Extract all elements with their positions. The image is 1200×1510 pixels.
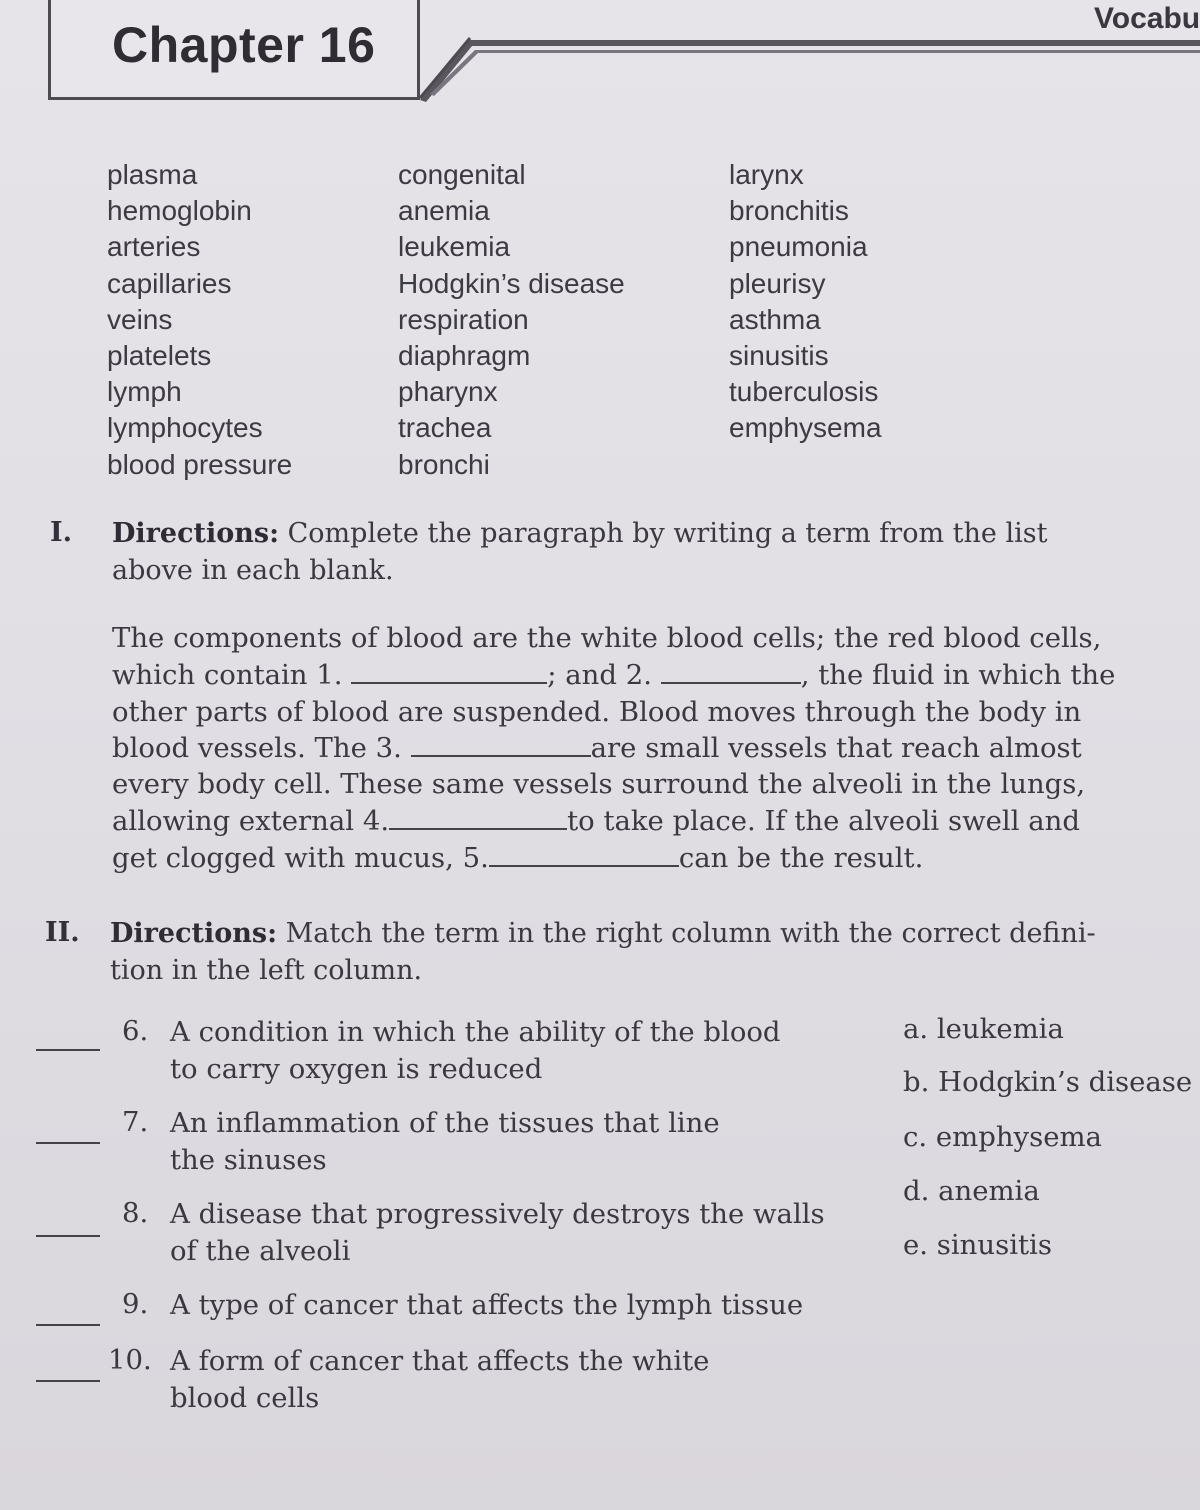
section-2-directions xyxy=(110,915,1096,989)
blank-3[interactable] xyxy=(411,733,591,757)
word-bank-term: pleurisy xyxy=(729,267,826,299)
answer-blank-10[interactable] xyxy=(36,1380,100,1382)
section-1-directions xyxy=(112,515,1047,589)
word-bank-term: hemoglobin xyxy=(107,195,252,227)
header-stripes xyxy=(0,0,1200,110)
choice-item: e. sinusitis xyxy=(903,1229,1052,1261)
word-bank-term: asthma xyxy=(729,303,821,335)
directions-text: above in each blank. xyxy=(112,555,394,586)
paragraph-line: every body cell. These same vessels surround the alveoli in the lungs, xyxy=(112,768,1086,800)
word-bank-term: bronchitis xyxy=(729,195,849,227)
answer-blank-9[interactable] xyxy=(36,1324,100,1326)
word-bank-term: respiration xyxy=(398,303,529,335)
blank-number: 3. xyxy=(375,732,402,764)
word-bank-column-2 xyxy=(398,157,625,483)
word-bank-term: pharynx xyxy=(398,376,498,408)
paragraph-line: which contain 1. ; and 2. , the fluid in which the xyxy=(112,659,1116,691)
section-2-numeral: II. xyxy=(45,917,80,948)
word-bank-column-3 xyxy=(729,157,882,447)
definition-item: A disease that progressively destroys the walls of the alveoli xyxy=(170,1198,825,1267)
answer-blank-7[interactable] xyxy=(36,1142,100,1144)
directions-text: Match the term in the right column with the correct defini- xyxy=(277,918,1096,949)
answer-blank-6[interactable] xyxy=(36,1049,100,1051)
item-number: 10. xyxy=(108,1344,152,1376)
word-bank-term: leukemia xyxy=(398,231,511,263)
chapter-title: Chapter 16 xyxy=(112,17,376,73)
choice-item: b. Hodgkin’s disease xyxy=(903,1066,1193,1098)
blank-2[interactable] xyxy=(661,660,801,684)
blank-1[interactable] xyxy=(351,660,547,684)
directions-label: Directions: xyxy=(112,518,280,549)
word-bank-term: sinusitis xyxy=(729,340,829,372)
word-bank-term: veins xyxy=(107,303,173,335)
section-1-numeral: I. xyxy=(50,517,73,548)
definition-item: A condition in which the ability of the blood to carry oxygen is reduced xyxy=(170,1016,781,1085)
choice-item: c. emphysema xyxy=(903,1121,1102,1153)
word-bank-term: lymph xyxy=(107,376,182,408)
word-bank-term: larynx xyxy=(729,159,804,190)
word-bank-column-1 xyxy=(107,157,292,483)
word-bank-term: arteries xyxy=(107,231,201,263)
directions-text: tion in the left column. xyxy=(110,955,423,986)
word-bank-term: plasma xyxy=(107,159,198,190)
paragraph-line: allowing external 4. to take place. If the alveoli swell and xyxy=(112,805,1080,837)
directions-label: Directions: xyxy=(110,918,278,949)
word-bank-term: lymphocytes xyxy=(107,412,263,444)
answer-blank-8[interactable] xyxy=(36,1235,100,1237)
paragraph-line: The components of blood are the white blood cells; the red blood cells, xyxy=(112,622,1102,654)
item-number: 7. xyxy=(122,1106,149,1138)
word-bank-term: capillaries xyxy=(107,267,232,299)
blank-number: 1. xyxy=(316,659,343,691)
word-bank-term: anemia xyxy=(398,195,490,227)
paragraph-line: other parts of blood are suspended. Blood moves through the body in xyxy=(112,696,1082,728)
blank-4[interactable] xyxy=(389,806,567,830)
definition-item: An inflammation of the tissues that line the sinuses xyxy=(170,1107,720,1176)
blank-number: 4. xyxy=(362,805,390,837)
choice-item: a. leukemia xyxy=(903,1013,1064,1045)
item-number: 8. xyxy=(122,1197,149,1229)
word-bank-term: emphysema xyxy=(729,412,882,444)
item-number: 9. xyxy=(122,1288,149,1320)
item-number: 6. xyxy=(122,1015,149,1047)
word-bank-term: blood pressure xyxy=(107,448,293,480)
word-bank-term: bronchi xyxy=(398,448,490,480)
blank-number: 2. xyxy=(625,659,652,691)
word-bank-term: platelets xyxy=(107,340,212,372)
word-bank-term: congenital xyxy=(398,159,526,190)
paragraph-line: get clogged with mucus, 5. can be the result. xyxy=(112,842,924,874)
blank-5[interactable] xyxy=(489,843,679,867)
definition-item: A form of cancer that affects the white blood cells xyxy=(170,1345,710,1414)
word-bank-term: trachea xyxy=(398,412,492,444)
vocabulary-label: Vocabu xyxy=(1094,2,1200,35)
blank-number: 5. xyxy=(462,842,489,874)
directions-text: Complete the paragraph by writing a term from the list xyxy=(279,518,1048,549)
paragraph-line: blood vessels. The 3. are small vessels that reach almost xyxy=(112,732,1082,764)
definition-item: A type of cancer that affects the lymph tissue xyxy=(170,1289,804,1321)
word-bank-term: tuberculosis xyxy=(729,376,879,408)
choice-item: d. anemia xyxy=(903,1175,1040,1207)
word-bank-term: diaphragm xyxy=(398,340,531,372)
word-bank-term: pneumonia xyxy=(729,231,868,263)
word-bank-term: Hodgkin’s disease xyxy=(398,267,625,299)
